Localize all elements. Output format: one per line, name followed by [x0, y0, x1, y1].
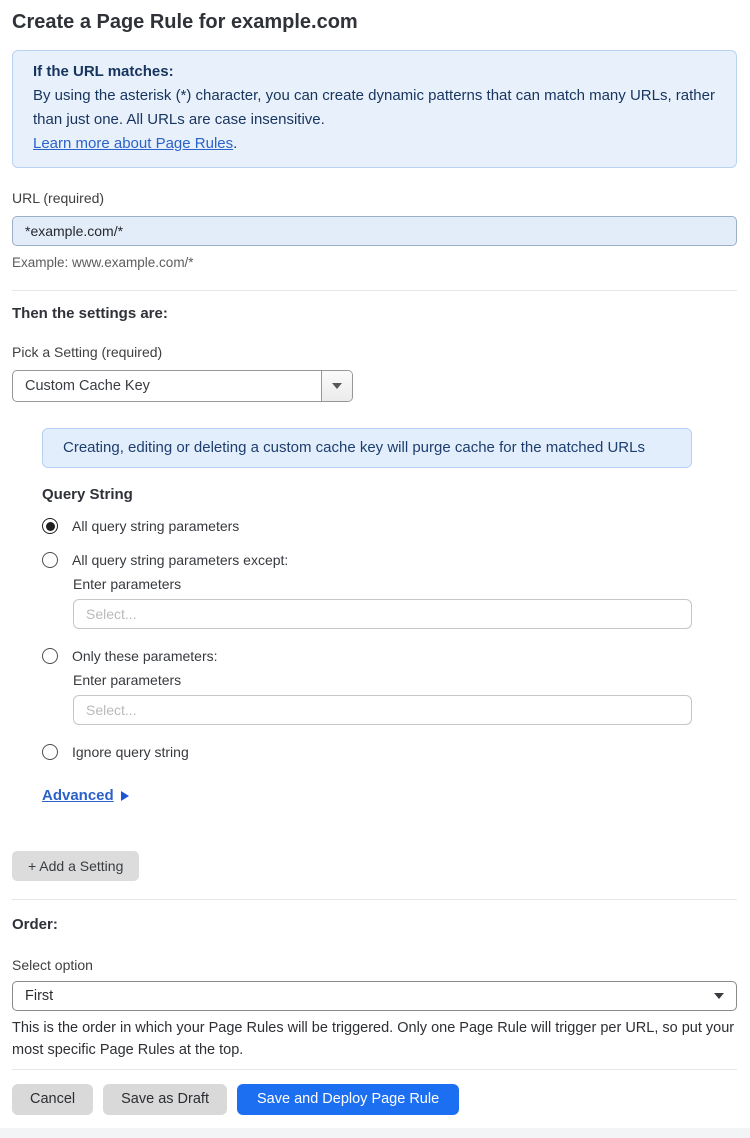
radio-label[interactable]: All query string parameters except:: [72, 552, 289, 568]
radio-option-all-params[interactable]: [42, 515, 692, 537]
radio-icon[interactable]: [42, 648, 58, 664]
divider: [12, 899, 737, 900]
cache-purge-notice: Creating, editing or deleting a custom cache key will purge cache for the matched URLs: [42, 428, 692, 468]
radio-label[interactable]: Only these parameters:: [72, 648, 218, 664]
radio-option-all-except[interactable]: [42, 549, 692, 571]
save-draft-button[interactable]: Save as Draft: [103, 1084, 227, 1115]
custom-cache-key-section: [42, 428, 692, 805]
order-select-label: Select option: [12, 957, 93, 973]
settings-heading: Then the settings are:: [12, 305, 168, 322]
radio-icon[interactable]: [42, 744, 58, 760]
order-select[interactable]: [12, 981, 737, 1011]
radio-option-ignore-qs[interactable]: [42, 741, 692, 763]
except-params-block: [73, 575, 692, 629]
page-rule-form: [0, 8, 750, 1115]
enter-parameters-label: Enter parameters: [73, 672, 182, 688]
radio-label[interactable]: All query string parameters: [72, 518, 240, 534]
info-box-link-line: [33, 132, 716, 156]
setting-select-caret-button[interactable]: [321, 371, 352, 401]
pick-setting-label: Pick a Setting (required): [12, 344, 163, 360]
except-parameters-input[interactable]: [73, 599, 692, 629]
order-select-value: First: [25, 988, 54, 1004]
save-deploy-button[interactable]: Save and Deploy Page Rule: [237, 1084, 459, 1115]
setting-select[interactable]: [12, 370, 353, 402]
divider: [12, 1069, 737, 1070]
radio-label[interactable]: Ignore query string: [72, 744, 189, 760]
setting-select-value: Custom Cache Key: [25, 378, 150, 394]
page-title: Create a Page Rule for example.com: [12, 11, 358, 33]
url-example-helper: Example: www.example.com/*: [12, 255, 194, 270]
info-box-heading: If the URL matches:: [33, 63, 174, 80]
url-label: URL (required): [12, 190, 105, 206]
radio-icon[interactable]: [42, 552, 58, 568]
url-match-info-box: [12, 50, 737, 168]
radio-icon[interactable]: [42, 518, 58, 534]
link-period: .: [233, 135, 238, 152]
cancel-button[interactable]: Cancel: [12, 1084, 93, 1115]
enter-parameters-label: Enter parameters: [73, 576, 182, 592]
radio-option-only-these[interactable]: [42, 645, 692, 667]
divider: [12, 290, 737, 291]
order-heading: Order:: [12, 916, 58, 933]
order-helper-text: This is the order in which your Page Rules will be triggered. Only one Page Rule will trigger per URL, so put your most specific Page Rules at the top.: [12, 1020, 735, 1058]
learn-more-link[interactable]: Learn more about Page Rules: [33, 135, 234, 152]
chevron-down-icon: [714, 993, 724, 999]
footer-actions: [12, 1084, 737, 1115]
url-input[interactable]: [12, 216, 737, 246]
chevron-down-icon: [332, 383, 342, 389]
only-params-block: [73, 671, 692, 725]
chevron-right-icon: [121, 791, 129, 801]
advanced-link-label[interactable]: Advanced: [42, 787, 114, 804]
advanced-toggle[interactable]: [42, 787, 129, 804]
add-setting-button[interactable]: + Add a Setting: [12, 851, 139, 881]
only-parameters-input[interactable]: [73, 695, 692, 725]
info-box-body: By using the asterisk (*) character, you can create dynamic patterns that can match many URLs, rather than just one. All URLs are case insensitive.: [33, 87, 715, 128]
query-string-heading: Query String: [42, 486, 133, 503]
